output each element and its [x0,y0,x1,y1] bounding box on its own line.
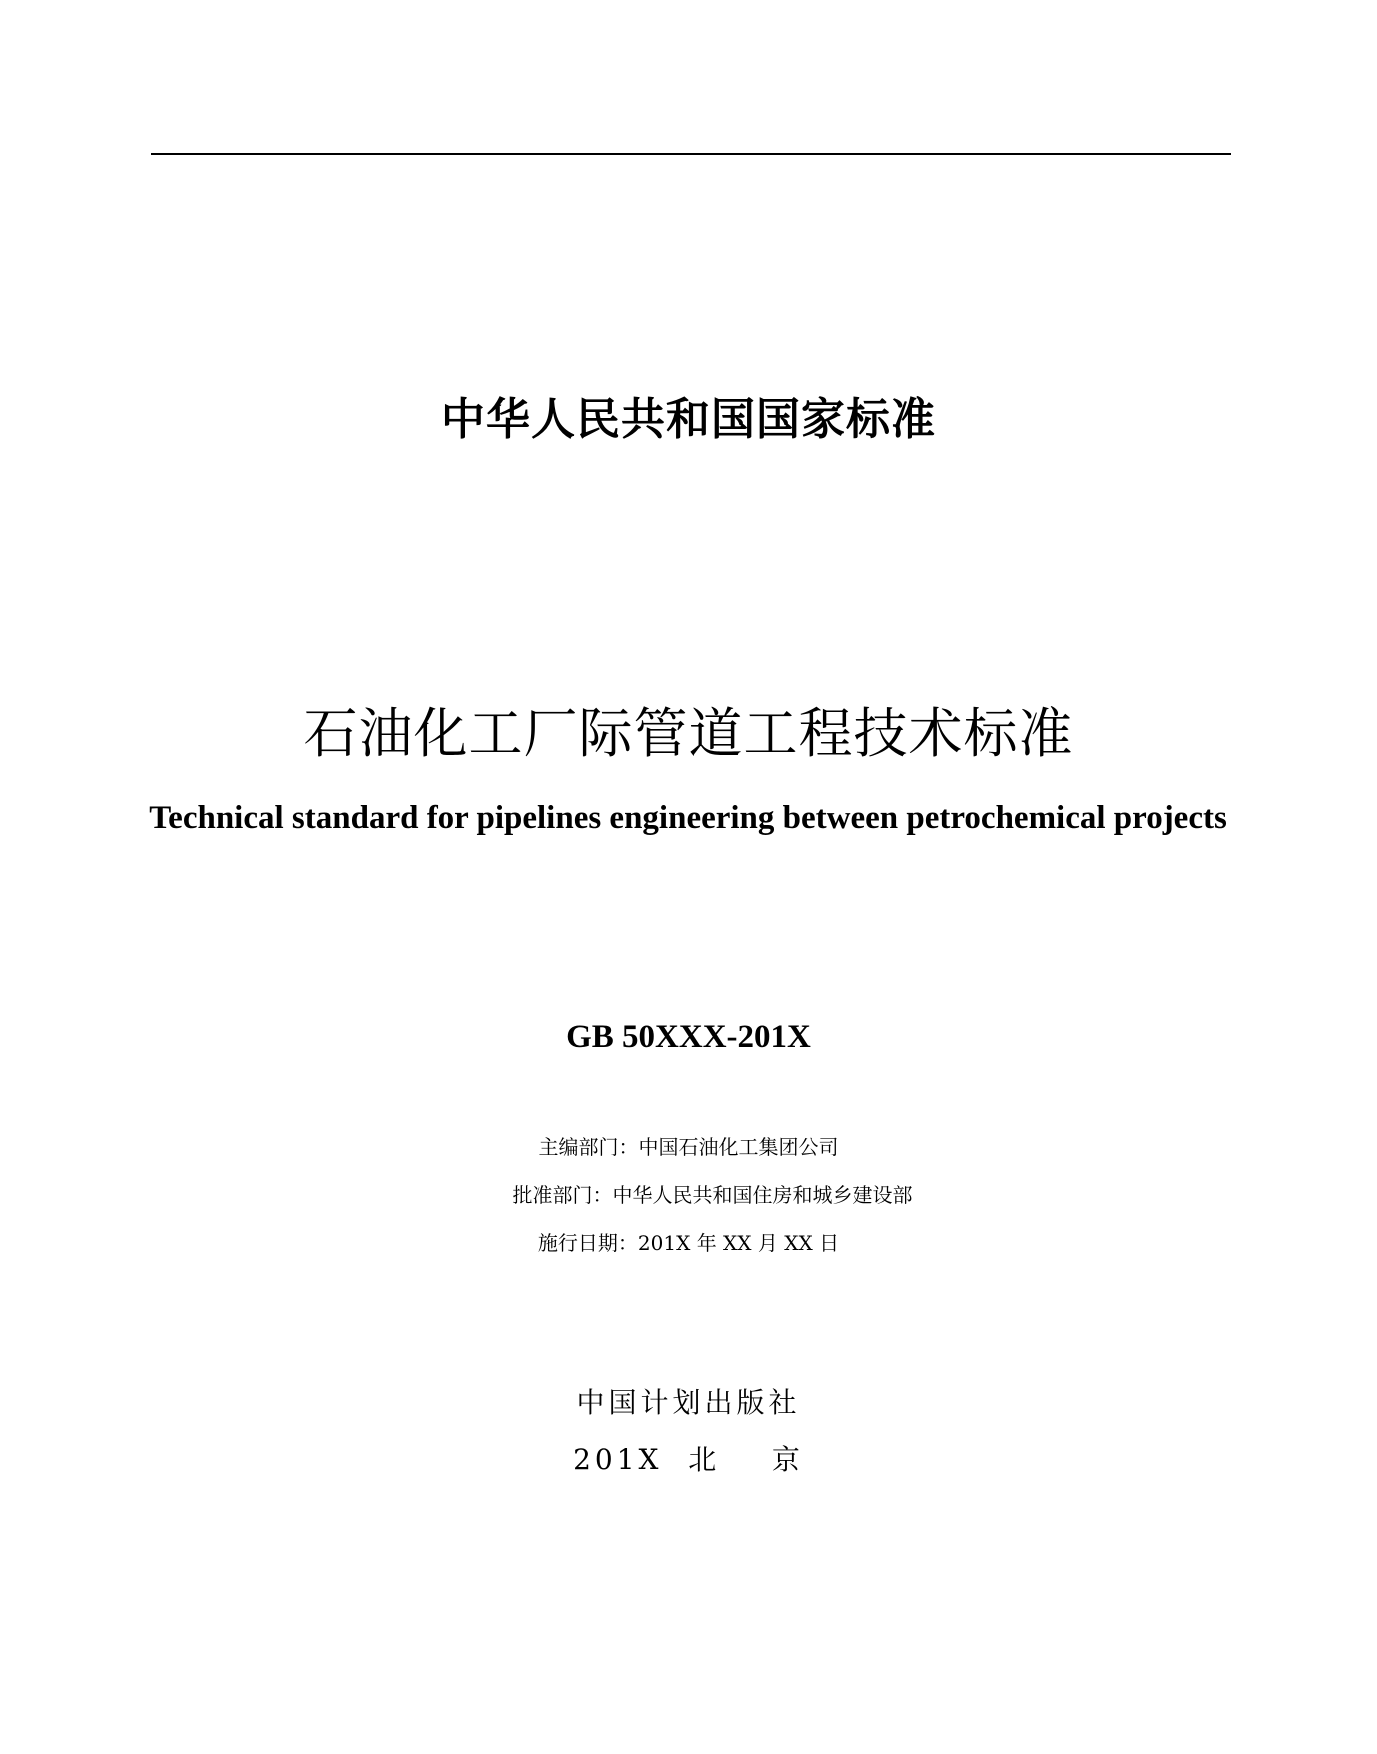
editor-department: 主编部门：中国石油化工集团公司 [538,1135,839,1159]
effective-date: 施行日期：201X 年 XX 月 XX 日 [537,1231,840,1255]
top-rule [151,153,1231,155]
standard-code: GB 50XXX-201X [566,1019,811,1055]
approver-department: 批准部门：中华人民共和国住房和城乡建设部 [512,1183,913,1207]
publisher-name: 中国计划出版社 [576,1386,801,1419]
national-standard-heading: 中华人民共和国国家标准 [441,394,936,445]
document-title-chinese: 石油化工厂际管道工程技术标准 [303,702,1074,765]
publication-year-place: 201X 北 京 [573,1443,804,1476]
document-title-english: Technical standard for pipelines engineering between petrochemical projects [149,800,1227,836]
